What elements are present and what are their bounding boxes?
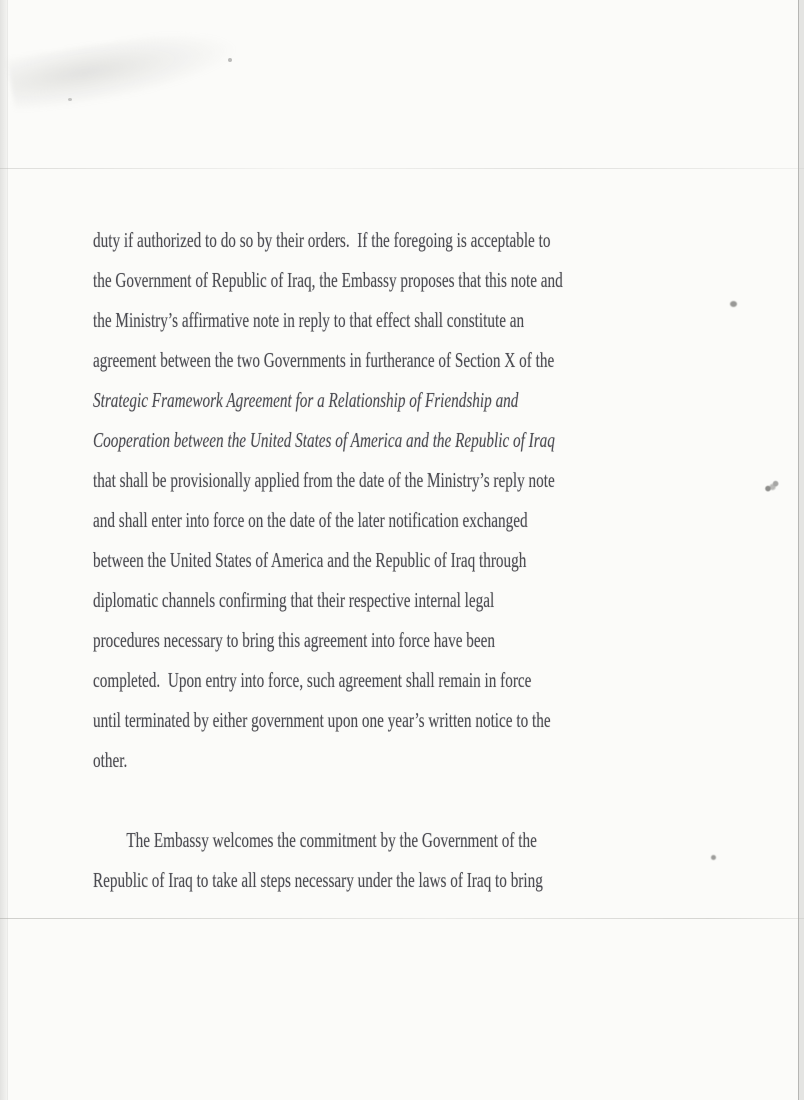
- text-line: Strategic Framework Agreement for a Relationship of Friendship and: [93, 388, 519, 412]
- text-line: duty if authorized to do so by their orders. If the foregoing is acceptable to: [93, 228, 551, 252]
- text-line: and shall enter into force on the date of the later notification exchanged: [93, 508, 528, 532]
- text-line: The Embassy welcomes the commitment by the Government of the: [126, 828, 537, 852]
- document-text: [93, 220, 673, 900]
- text-line: the Government of Republic of Iraq, the Embassy proposes that this note and: [93, 268, 563, 292]
- scan-speck: [68, 98, 72, 101]
- scan-right-edge: [798, 0, 804, 1100]
- text-line: completed. Upon entry into force, such agreement shall remain in force: [93, 668, 532, 692]
- scan-scribble-mark: [762, 476, 782, 496]
- scan-speck: [228, 58, 232, 62]
- text-line: the Ministry’s affirmative note in reply to that effect shall constitute an: [93, 308, 525, 332]
- text-line: until terminated by either government upon one year’s written notice to the: [93, 708, 551, 732]
- fold-line-top: [0, 168, 804, 169]
- scan-speck: [730, 301, 737, 307]
- scan-smudge: [7, 22, 243, 115]
- text-line: other.: [93, 748, 128, 772]
- text-line: procedures necessary to bring this agreement into force have been: [93, 628, 496, 652]
- text-line: between the United States of America and the Republic of Iraq through: [93, 548, 527, 572]
- paragraph-2: [93, 820, 673, 900]
- text-line: Cooperation between the United States of America and the Republic of Iraq: [93, 428, 555, 452]
- paragraph-1: [93, 220, 673, 780]
- text-line: diplomatic channels confirming that their respective internal legal: [93, 588, 495, 612]
- scan-speck: [711, 855, 716, 860]
- text-line: that shall be provisionally applied from the date of the Ministry’s reply note: [93, 468, 555, 492]
- text-line: Republic of Iraq to take all steps necessary under the laws of Iraq to bring: [93, 868, 543, 892]
- fold-line-bottom: [0, 918, 804, 919]
- scan-left-edge: [0, 0, 8, 1100]
- text-line: agreement between the two Governments in furtherance of Section X of the: [93, 348, 555, 372]
